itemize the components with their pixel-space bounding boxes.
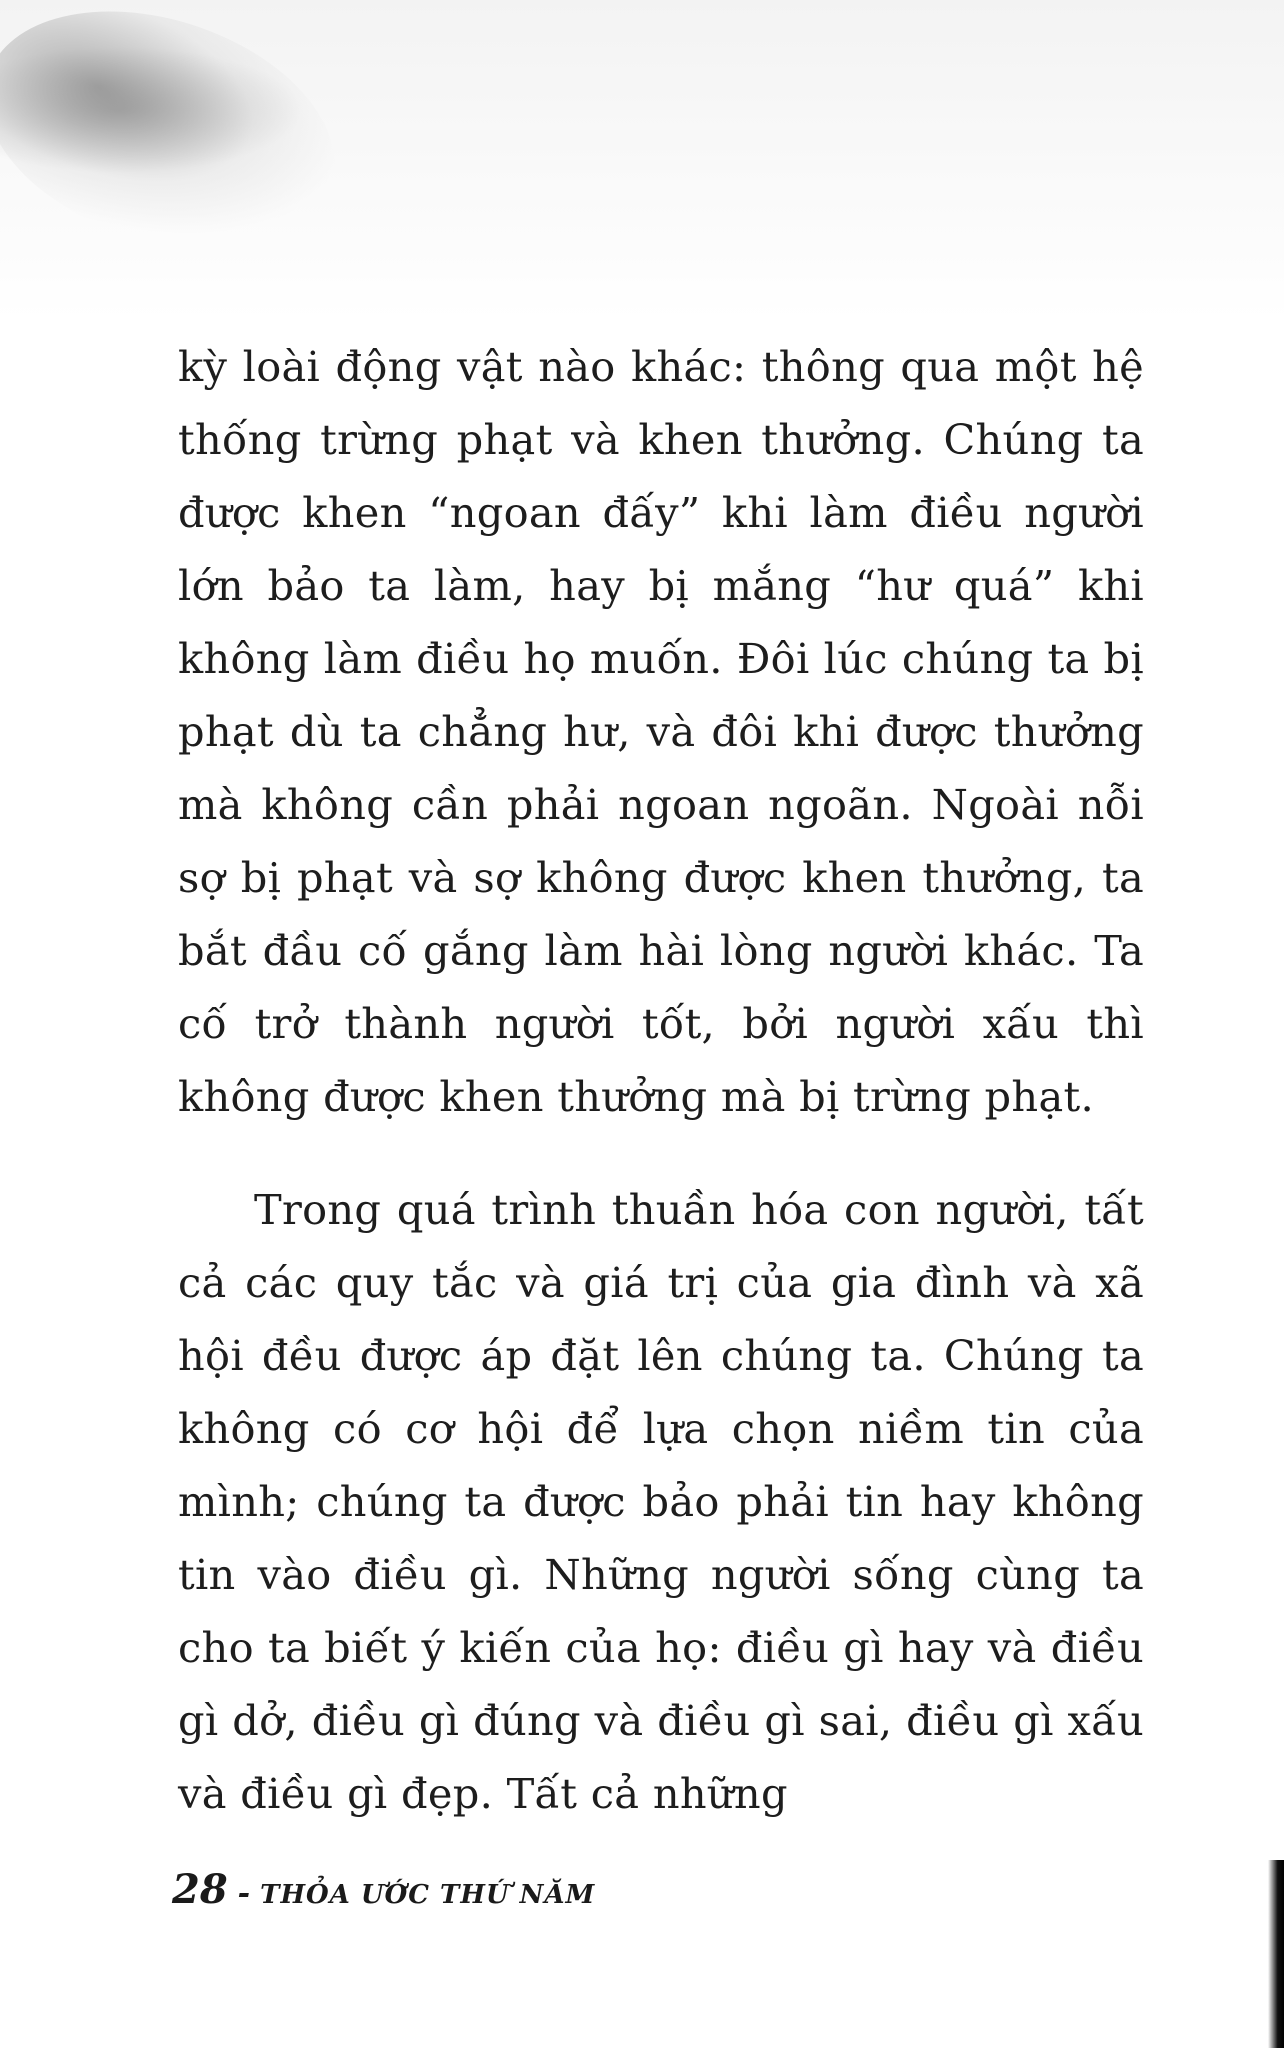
page-corner-shadow — [0, 0, 365, 290]
body-text — [178, 330, 1144, 1830]
page-edge-shadow — [1268, 1860, 1284, 2048]
page-footer — [172, 1866, 595, 1913]
running-title: THỎA ƯỚC THỨ NĂM — [260, 1880, 596, 1910]
page-number: 28 — [172, 1866, 228, 1913]
paragraph-1: kỳ loài động vật nào khác: thông qua một hệ thống trừng phạt và khen thưởng. Chúng ta được khen “ngoan đấy” khi làm điều người lớn bảo ta làm, hay bị mắng “hư quá” khi không làm điều họ muốn. Đôi lúc chúng ta bị phạt dù ta chẳng hư, và đôi khi được thưởng mà không cần phải ngoan ngoãn. Ngoài nỗi sợ bị phạt và sợ không được khen thưởng, ta bắt đầu cố gắng làm hài lòng người khác. Ta cố trở thành người tốt, bởi người xấu thì không được khen thưởng mà bị trừng phạt. — [178, 342, 1144, 1121]
footer-separator: - — [237, 1876, 251, 1911]
paragraph-2: Trong quá trình thuần hóa con người, tất cả các quy tắc và giá trị của gia đình và xã hội đều được áp đặt lên chúng ta. Chúng ta không có cơ hội để lựa chọn niềm tin của mình; chúng ta được bảo phải tin hay không tin vào điều gì. Những người sống cùng ta cho ta biết ý kiến của họ: điều gì hay và điều gì dở, điều gì đúng và điều gì sai, điều gì xấu và điều gì đẹp. Tất cả những — [178, 1185, 1144, 1818]
